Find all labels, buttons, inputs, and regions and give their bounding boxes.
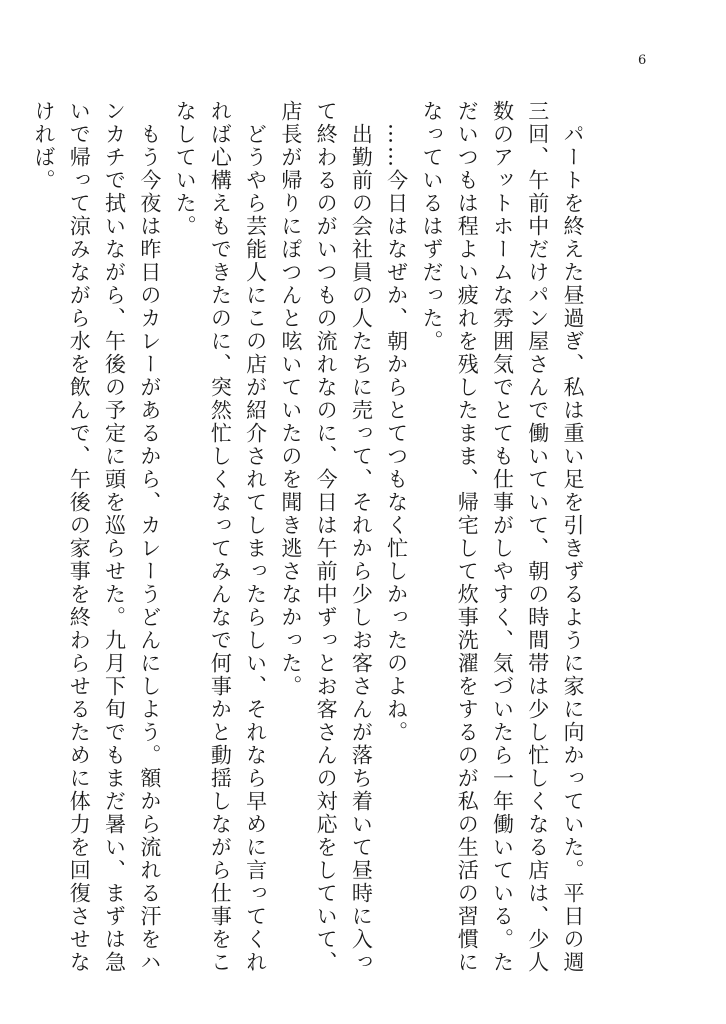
paragraph: ……今日はなぜか、朝からとてつもなく忙しかったのよね。 [384,100,409,744]
paragraph: もう今夜は昨日のカレーがあるから、カレーうどんにしよう。額から流れる汗をハンカチで拭いながら、午後の予定に頭を巡らせた。九月下旬でもまだ暑い、まずは急いで帰って涼みながら水を飲んで、午後の家事を終わらせるために体力を回復させなければ。 [32,100,162,974]
paragraph: 出勤前の会社員の人たちに売って、それから少しお客さんが落ち着いて昼時に入って終わるのがいつもの流れなのに、今日は午前中ずっとお客さんの対応をしていて、店長が帰りにぽつんと呟いていたのを聞き逃さなかった。 [278,100,374,974]
body-text [32,100,590,980]
paragraph: パートを終えた昼過ぎ、私は重い足を引きずるように家に向かっていた。平日の週三回、午前中だけパン屋さんで働いていて、朝の時間帯は少し忙しくなる店は、少人数のアットホームな雰囲気でとても仕事がしやすく、気づいたら一年働いている。ただいつもは程よい疲れを残したまま、帰宅して炊事洗濯をするのが私の生活の習慣になっているはずだった。 [419,100,585,974]
page-number: 6 [638,53,647,68]
paragraph: どうやら芸能人にこの店が紹介されてしまったらしい、それなら早めに言ってくれれば心構えもできたのに、突然忙しくなってみんなで何事かと動揺しながら仕事をこなしていた。 [173,100,268,974]
